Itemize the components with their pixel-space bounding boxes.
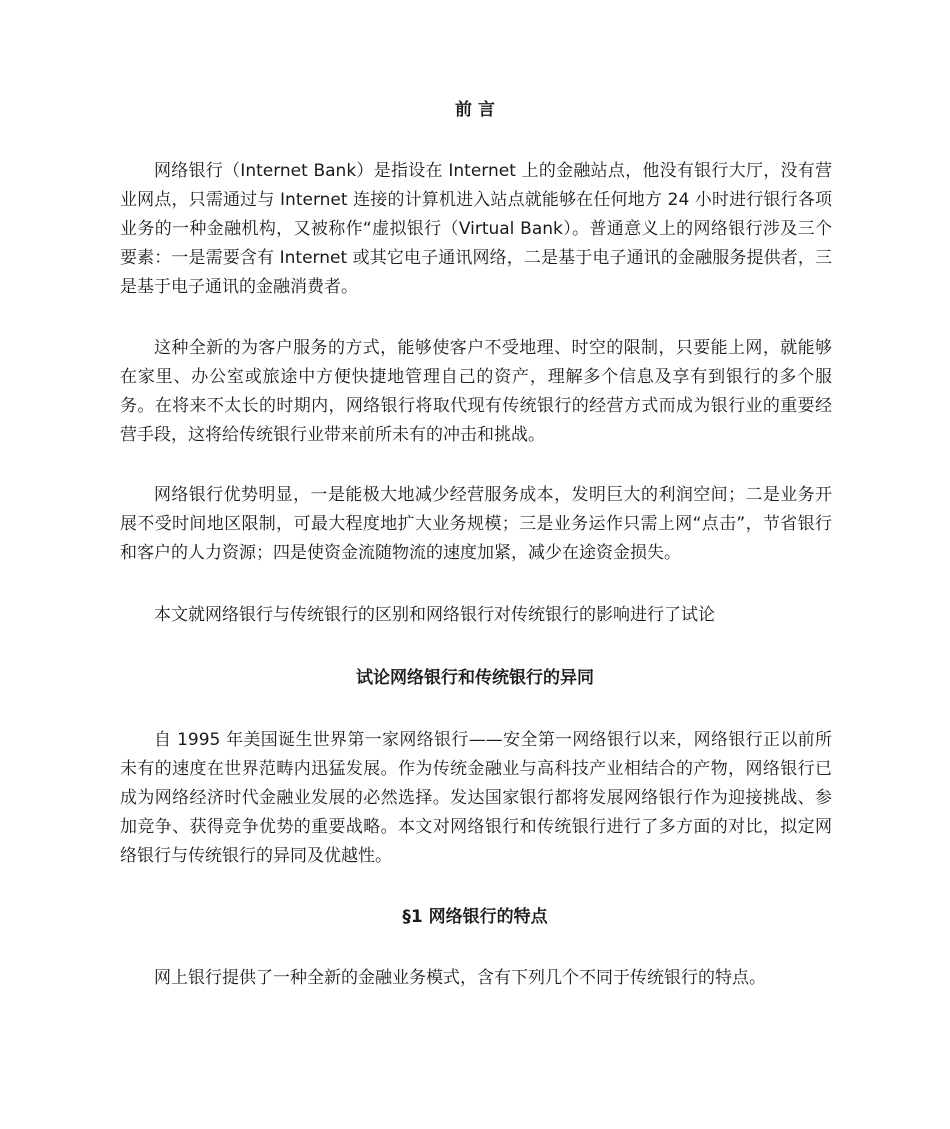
- intro-paragraph-3: 网络银行优势明显，一是能极大地减少经营服务成本，发明巨大的利润空间；二是业务开展不受时间地区限制，可最大程度地扩大业务规模；三是业务运作只需上网“点击”，节省银行和客户的人力资源；四是使资金流随物流的速度加紧，减少在途资金损失。: [120, 485, 832, 563]
- document-title: 前 言: [455, 100, 495, 120]
- intro-paragraph-1: 网络银行（Internet Bank）是指设在 Internet 上的金融站点，他没有银行大厅，没有营业网点，只需通过与 Internet 连接的计算机进入站点就能够在任何地方 24 小时进行银行各项业务的一种金融机构，又被称作“虚拟银行（Virtual Bank）。普通意义上的网络银行涉及三个要素：一是需要含有 Internet 或其它电子通讯网络，二是基于电子通讯的金融服务提供者，三是基于电子通讯的金融消费者。: [120, 161, 832, 297]
- intro-paragraph-4: 本文就网络银行与传统银行的区别和网络银行对传统银行的影响进行了试论: [154, 605, 715, 625]
- section-title: 试论网络银行和传统银行的异同: [356, 668, 594, 688]
- intro-paragraph-2: 这种全新的为客户服务的方式，能够使客户不受地理、时空的限制，只要能上网，就能够在家里、办公室或旅途中方便快捷地管理自己的资产，理解多个信息及享有到银行的多个服务。在将来不太长的时期内，网络银行将取代现有传统银行的经营方式而成为银行业的重要经营手段，这将给传统银行业带来前所未有的冲击和挑战。: [120, 338, 832, 445]
- subsection-title: §1 网络银行的特点: [402, 907, 548, 927]
- section-paragraph: 自 1995 年美国诞生世界第一家网络银行——安全第一网络银行以来，网络银行正以前所未有的速度在世界范畴内迅猛发展。作为传统金融业与高科技产业相结合的产物，网络银行已成为网络经济时代金融业发展的必然选择。发达国家银行都将发展网络银行作为迎接挑战、参加竞争、获得竞争优势的重要战略。本文对网络银行和传统银行进行了多方面的对比，拟定网络银行与传统银行的异同及优越性。: [120, 730, 832, 866]
- subsection-paragraph: 网上银行提供了一种全新的金融业务模式，含有下列几个不同于传统银行的特点。: [154, 968, 766, 988]
